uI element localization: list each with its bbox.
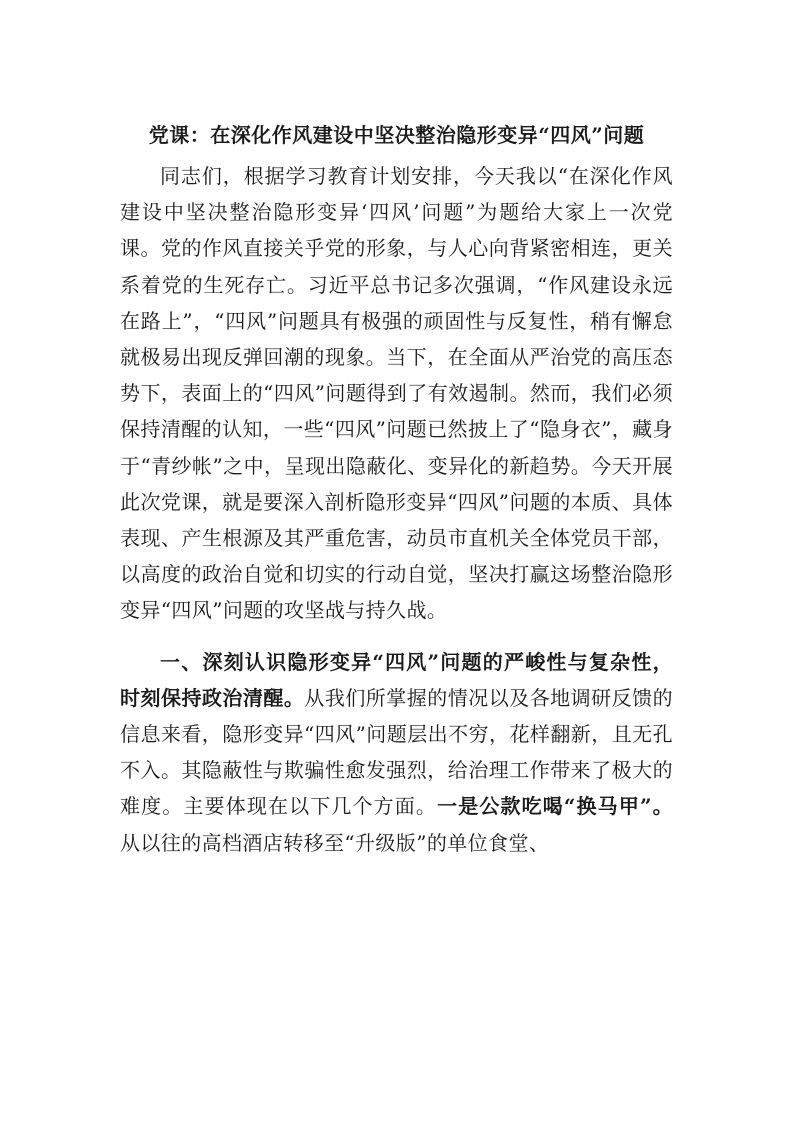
section-1-paragraph [120, 644, 673, 861]
section-1-body: 从我们所掌握的情况以及各地调研反馈的信息来看，隐形变异“四风”问题层出不穷，花样翻新，且无孔不入。其隐蔽性与欺骗性愈发强烈，给治理工作带来了极大的难度。主要体现在以下几个方面。 [120, 685, 673, 819]
point-1-heading: 一是公款吃喝“换马甲”。 [437, 794, 674, 819]
section-1-heading: 一、深刻认识隐形变异“四风”问题的严峻性与复杂性，时刻保持政治清醒。 [120, 649, 673, 710]
point-1-body: 从以往的高档酒店转移至“升级版”的单位食堂、 [120, 830, 550, 855]
intro-paragraph: 同志们，根据学习教育计划安排，今天我以“在深化作风建设中坚决整治隐形变异‘四风’问题”为题给大家上一次党课。党的作风直接关乎党的形象，与人心向背紧密相连，更关系着党的生死存亡。习近平总书记多次强调，“作风建设永远在路上”，“四风”问题具有极强的顽固性与反复性，稍有懈怠就极易出现反弹回潮的现象。当下，在全面从严治党的高压态势下，表面上的“四风”问题得到了有效遏制。然而，我们必须保持清醒的认知，一些“四风”问题已然披上了“隐身衣”，藏身于“青纱帐”之中，呈现出隐蔽化、变异化的新趋势。今天开展此次党课，就是要深入剖析隐形变异“四风”问题的本质、具体表现、产生根源及其严重危害，动员市直机关全体党员干部，以高度的政治自觉和切实的行动自觉，坚决打赢这场整治隐形变异“四风”问题的攻坚战与持久战。 [120, 164, 673, 623]
document-title: 党课：在深化作风建设中坚决整治隐形变异“四风”问题 [148, 123, 645, 147]
